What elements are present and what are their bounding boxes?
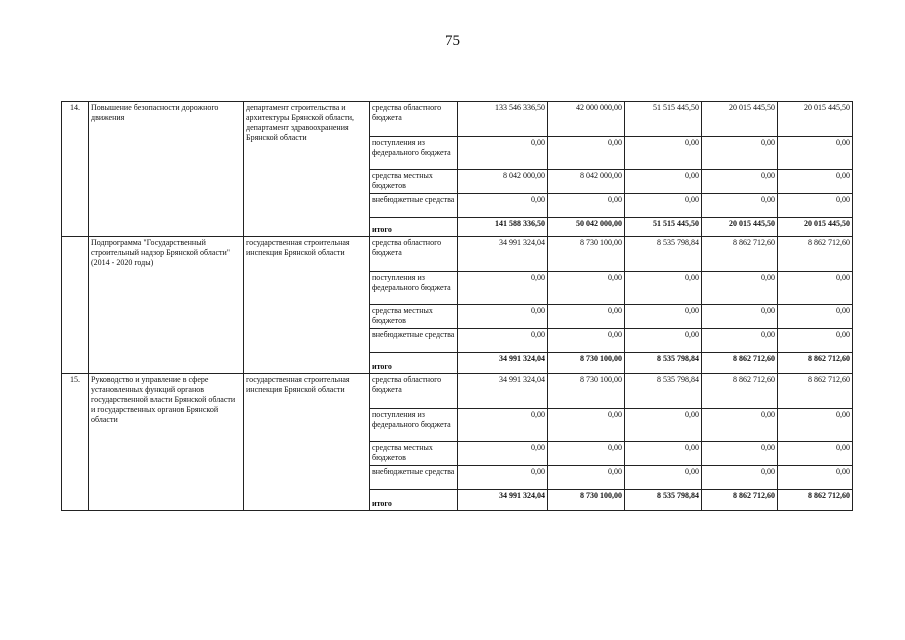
amount-cell: 141 588 336,50 [458,218,548,237]
amount-cell: 0,00 [702,409,778,442]
amount-cell: 133 546 336,50 [458,102,548,137]
amount-cell: 0,00 [702,137,778,170]
table-row [62,374,853,409]
funding-source: итого [370,490,458,511]
amount-cell: 0,00 [702,329,778,353]
amount-cell: 0,00 [778,409,853,442]
budget-table [61,101,853,511]
amount-cell: 0,00 [548,466,625,490]
amount-cell: 50 042 000,00 [548,218,625,237]
amount-cell: 0,00 [458,305,548,329]
amount-cell: 0,00 [548,137,625,170]
amount-cell: 8 535 798,84 [625,237,702,272]
budget-table-body [62,102,853,511]
funding-source: средства областного бюджета [370,374,458,409]
amount-cell: 8 862 712,60 [778,490,853,511]
amount-cell: 0,00 [625,329,702,353]
amount-cell: 0,00 [778,305,853,329]
amount-cell: 0,00 [458,442,548,466]
funding-source: средства местных бюджетов [370,305,458,329]
section-executor: государственная строительная инспекция Брянской области [244,374,370,511]
amount-cell: 0,00 [778,170,853,194]
amount-cell: 0,00 [458,137,548,170]
amount-cell: 8 535 798,84 [625,490,702,511]
amount-cell: 0,00 [548,442,625,466]
amount-cell: 8 730 100,00 [548,237,625,272]
amount-cell: 8 042 000,00 [548,170,625,194]
amount-cell: 0,00 [625,442,702,466]
amount-cell: 0,00 [778,466,853,490]
amount-cell: 8 042 000,00 [458,170,548,194]
amount-cell: 0,00 [548,409,625,442]
funding-source: итого [370,218,458,237]
amount-cell: 42 000 000,00 [548,102,625,137]
page-number: 75 [445,33,460,49]
amount-cell: 0,00 [778,137,853,170]
amount-cell: 34 991 324,04 [458,353,548,374]
section-name: Подпрограмма "Государственный строительный надзор Брянской области" (2014 - 2020 годы) [89,237,244,374]
amount-cell: 0,00 [702,272,778,305]
amount-cell: 8 730 100,00 [548,374,625,409]
funding-source: средства областного бюджета [370,102,458,137]
amount-cell: 8 862 712,60 [778,237,853,272]
section-executor: департамент строительства и архитектуры Брянской области, департамент здравоохранения Брянской области [244,102,370,237]
section-executor: государственная строительная инспекция Брянской области [244,237,370,374]
amount-cell: 0,00 [548,305,625,329]
amount-cell: 0,00 [625,170,702,194]
amount-cell: 0,00 [702,442,778,466]
amount-cell: 34 991 324,04 [458,490,548,511]
amount-cell: 0,00 [702,466,778,490]
amount-cell: 0,00 [625,409,702,442]
amount-cell: 0,00 [548,194,625,218]
amount-cell: 0,00 [458,194,548,218]
amount-cell: 0,00 [625,305,702,329]
amount-cell: 34 991 324,04 [458,237,548,272]
amount-cell: 8 862 712,60 [778,353,853,374]
amount-cell: 51 515 445,50 [625,102,702,137]
amount-cell: 0,00 [458,409,548,442]
amount-cell: 8 535 798,84 [625,353,702,374]
section-number: 15. [62,374,89,511]
amount-cell: 0,00 [702,305,778,329]
amount-cell: 0,00 [702,170,778,194]
amount-cell: 0,00 [458,272,548,305]
funding-source: итого [370,353,458,374]
funding-source: средства местных бюджетов [370,170,458,194]
amount-cell: 0,00 [778,272,853,305]
amount-cell: 8 535 798,84 [625,374,702,409]
amount-cell: 8 862 712,60 [702,374,778,409]
amount-cell: 51 515 445,50 [625,218,702,237]
amount-cell: 0,00 [548,329,625,353]
table-row [62,237,853,272]
funding-source: внебюджетные средства [370,329,458,353]
amount-cell: 0,00 [702,194,778,218]
amount-cell: 0,00 [778,442,853,466]
amount-cell: 8 730 100,00 [548,490,625,511]
amount-cell: 0,00 [778,329,853,353]
amount-cell: 0,00 [625,466,702,490]
funding-source: внебюджетные средства [370,466,458,490]
amount-cell: 8 862 712,60 [702,490,778,511]
amount-cell: 0,00 [625,272,702,305]
amount-cell: 34 991 324,04 [458,374,548,409]
amount-cell: 0,00 [458,466,548,490]
section-number [62,237,89,374]
amount-cell: 20 015 445,50 [702,218,778,237]
amount-cell: 0,00 [458,329,548,353]
funding-source: средства областного бюджета [370,237,458,272]
funding-source: поступления из федерального бюджета [370,409,458,442]
amount-cell: 20 015 445,50 [778,218,853,237]
amount-cell: 8 862 712,60 [702,353,778,374]
funding-source: поступления из федерального бюджета [370,272,458,305]
amount-cell: 8 730 100,00 [548,353,625,374]
amount-cell: 0,00 [625,137,702,170]
amount-cell: 8 862 712,60 [778,374,853,409]
table-row [62,102,853,137]
funding-source: внебюджетные средства [370,194,458,218]
amount-cell: 20 015 445,50 [702,102,778,137]
section-number: 14. [62,102,89,237]
funding-source: поступления из федерального бюджета [370,137,458,170]
amount-cell: 8 862 712,60 [702,237,778,272]
section-name: Руководство и управление в сфере установленных функций органов государственной власти Брянской области и государственных органов Брянской области [89,374,244,511]
amount-cell: 0,00 [625,194,702,218]
section-name: Повышение безопасности дорожного движения [89,102,244,237]
amount-cell: 20 015 445,50 [778,102,853,137]
amount-cell: 0,00 [778,194,853,218]
amount-cell: 0,00 [548,272,625,305]
funding-source: средства местных бюджетов [370,442,458,466]
